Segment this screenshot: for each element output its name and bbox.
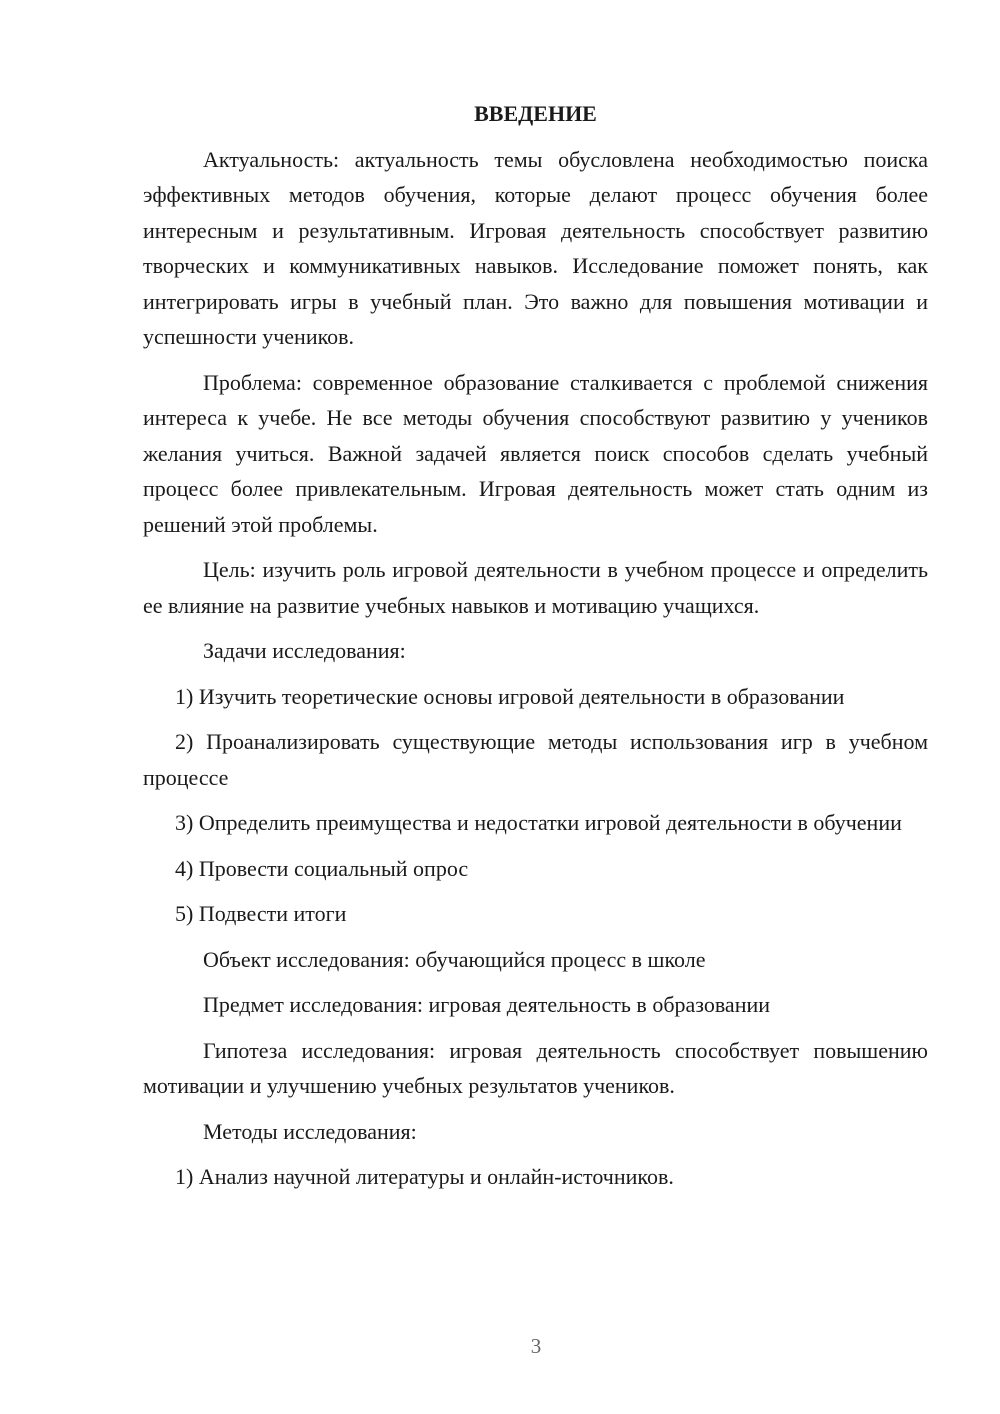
tasks-heading: Задачи исследования: xyxy=(203,638,406,663)
research-object: Объект исследования: обучающийся процесс в школе xyxy=(203,946,706,972)
task-item: 2) Проанализировать существующие методы использования игр в учебном процессе xyxy=(143,729,928,790)
task-item: 3) Определить преимущества и недостатки игровой деятельности в обучении xyxy=(175,810,902,835)
task-item: 1) Изучить теоретические основы игровой деятельности в образовании xyxy=(175,683,845,709)
section-title: ВВЕДЕНИЕ xyxy=(474,101,597,126)
goal-paragraph: Цель: изучить роль игровой деятельности в учебном процессе и определить ее влияние на развитие учебных навыков и мотивацию учащихся. xyxy=(143,557,928,618)
document-page xyxy=(143,96,928,1205)
methods-heading: Методы исследования: xyxy=(203,1118,417,1144)
problem-paragraph: Проблема: современное образование сталкивается с проблемой снижения интереса к учебе. Не все методы обучения способствуют развитию у учеников желания учиться. Важной задачей является поиск способов сделать учебный процесс более привлекательным. Игровая деятельность может стать одним из решений этой проблемы. xyxy=(143,369,928,537)
task-item: 4) Провести социальный опрос xyxy=(175,855,469,881)
research-hypothesis: Гипотеза исследования: игровая деятельность способствует повышению мотивации и улучшению учебных результатов учеников. xyxy=(143,1037,928,1098)
relevance-paragraph: Актуальность: актуальность темы обусловлена необходимостью поиска эффективных методов обучения, которые делают процесс обучения более интересным и результативным. Игровая деятельность способствует развитию творческих и коммуникативных навыков. Исследование поможет понять, как интегрировать игры в учебный план. Это важно для повышения мотивации и успешности учеников. xyxy=(143,146,928,349)
research-subject: Предмет исследования: игровая деятельность в образовании xyxy=(203,992,771,1017)
method-item: 1) Анализ научной литературы и онлайн-источников. xyxy=(175,1164,674,1189)
page-number: 3 xyxy=(530,1334,542,1358)
task-item: 5) Подвести итоги xyxy=(175,901,347,926)
